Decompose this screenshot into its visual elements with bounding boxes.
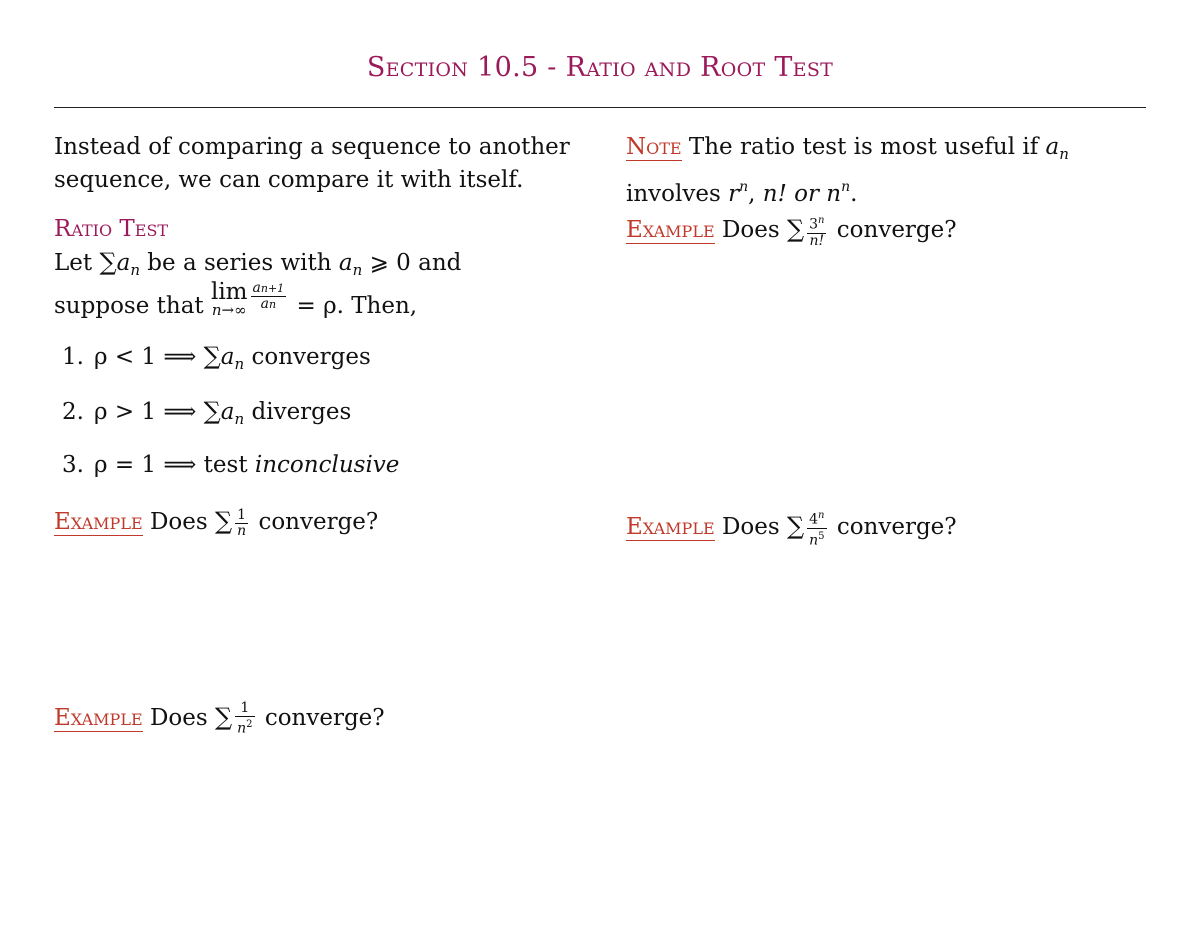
note-text: The ratio test is most useful if: [688, 134, 1039, 160]
fraction-1-over-n: $\frac{1}{n}$: [237, 506, 247, 539]
suppose-text: suppose that: [54, 293, 204, 319]
a-var: a: [116, 250, 131, 276]
limit-operator: [211, 281, 248, 317]
title-divider: [54, 107, 1146, 108]
let-text: Let: [54, 250, 93, 276]
example-2: [54, 701, 385, 737]
sum-symbol: ∑: [214, 507, 233, 535]
note-label: Note: [626, 134, 682, 160]
does-text: Does: [149, 705, 208, 731]
fraction-3n-over-nfact: $\frac{3^n}{n!}$: [809, 215, 825, 249]
item-condition: ρ < 1 ⟹: [94, 344, 197, 370]
geq-zero: ⩾ 0: [369, 250, 411, 276]
does-text: Does: [721, 217, 780, 243]
fraction-1-over-n-squared: $\frac{1}{n^2}$: [237, 700, 253, 737]
converge-text: converge?: [264, 705, 385, 731]
note-paragraph: [626, 131, 1069, 211]
sum-symbol: ∑: [786, 215, 805, 243]
fraction-4n-over-n5: $\frac{4^n}{n^5}$: [809, 510, 825, 549]
ratio-denominator: an: [251, 296, 287, 312]
sum-symbol: ∑: [786, 512, 805, 541]
sum-symbol: ∑: [203, 342, 221, 370]
item-result-emphasis: inconclusive: [254, 452, 400, 478]
item-condition: ρ = 1 ⟹: [94, 452, 197, 478]
ratio-test-statement-line-2: [54, 281, 417, 323]
note-line-1: Note The ratio test is most useful if $a_n$: [626, 134, 1069, 163]
and-text: and: [418, 250, 462, 276]
ratio-fraction: [251, 281, 287, 312]
intro-line-1: Instead of comparing a sequence to another: [54, 134, 570, 160]
item-number: 2.: [62, 399, 84, 425]
ratio-numerator: an+1: [252, 280, 285, 296]
example-4: [626, 508, 957, 548]
example-3: [626, 213, 957, 249]
example-label: Example: [626, 217, 715, 243]
lim-subscript: n→∞: [211, 301, 247, 319]
a-var: a: [338, 250, 353, 276]
then-text: = ρ. Then,: [296, 293, 418, 319]
sum-symbol: ∑: [99, 248, 117, 276]
item-result: diverges: [251, 399, 352, 425]
ratio-test-heading: Ratio Test: [54, 216, 169, 242]
n-subscript: n: [130, 261, 140, 279]
lim-word: lim: [210, 279, 248, 305]
does-text: Does: [721, 514, 780, 541]
example-label: Example: [626, 514, 715, 541]
intro-line-2: sequence, we can compare it with itself.: [54, 167, 524, 193]
sum-symbol: ∑: [214, 703, 233, 731]
list-item: 1. ρ < 1 ⟹ $\sum a_n$ converges: [54, 340, 371, 381]
sum-symbol: ∑: [203, 397, 221, 425]
does-text: Does: [149, 509, 208, 535]
intro-paragraph: [54, 131, 570, 197]
item-number: 1.: [62, 344, 84, 370]
converge-text: converge?: [836, 514, 957, 541]
list-item: 2. ρ > 1 ⟹ $\sum a_n$ diverges: [54, 395, 351, 436]
item-result: converges: [251, 344, 371, 370]
item-result-plain: test: [203, 452, 248, 478]
example-1: [54, 505, 378, 539]
list-item: [54, 449, 399, 482]
item-number: 3.: [62, 452, 84, 478]
converge-text: converge?: [836, 217, 957, 243]
item-condition: ρ > 1 ⟹: [94, 399, 197, 425]
example-label: Example: [54, 509, 143, 535]
n-subscript: n: [352, 261, 363, 279]
note-line-2: involves $r^n$, n! or $n^n$.: [626, 179, 858, 207]
converge-text: converge?: [258, 509, 379, 535]
series-text: be a series with: [147, 250, 332, 276]
page-title: Section 10.5 - Ratio and Root Test: [366, 52, 834, 83]
example-label: Example: [54, 705, 143, 731]
